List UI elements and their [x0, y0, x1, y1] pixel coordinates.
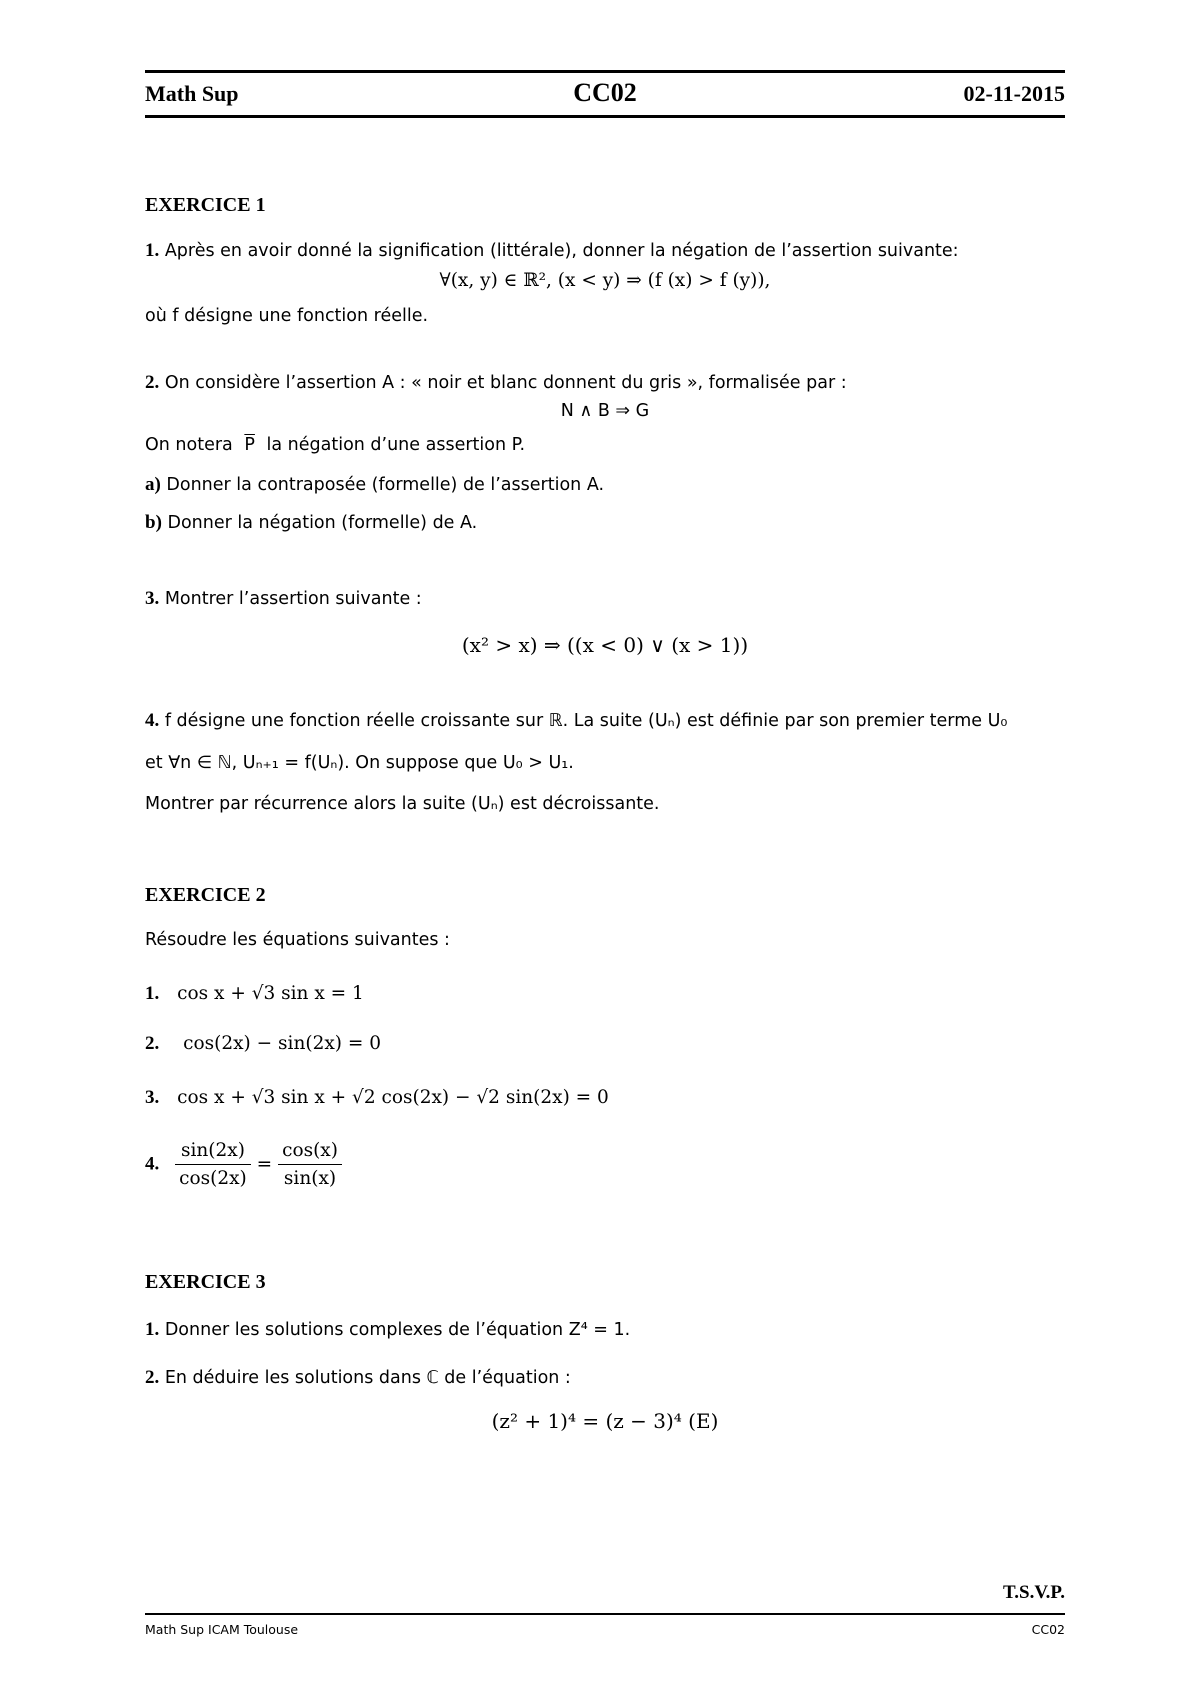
ex3-q1 [145, 1319, 630, 1341]
ex2-item-3 [145, 1087, 609, 1109]
ex2-item-1-equation: cos x + √3 sin x = 1 [177, 983, 364, 1004]
exercise-1-title: EXERCICE 1 [145, 194, 266, 216]
ex2-item-3-equation: cos x + √3 sin x + √2 cos(2x) − √2 sin(2x) = 0 [177, 1087, 609, 1108]
ex2-item-4 [145, 1140, 342, 1189]
ex1-q2-b-label: b) [145, 512, 162, 533]
footer-rule [145, 1613, 1065, 1615]
ex1-q4-line1 [145, 710, 1007, 732]
ex1-q3-number: 3. [145, 588, 160, 609]
ex1-q1-after: où f désigne une fonction réelle. [145, 306, 429, 326]
ex3-q1-number: 1. [145, 1319, 160, 1340]
ex3-q1-text: Donner les solutions complexes de l’équation Z⁴ = 1. [164, 1320, 631, 1340]
footer-left: Math Sup ICAM Toulouse [145, 1622, 299, 1637]
ex3-q2-formula: (z² + 1)⁴ = (z − 3)⁴ (E) [491, 1409, 719, 1433]
ex2-intro: Résoudre les équations suivantes : [145, 930, 450, 950]
ex1-q2-formula: N ∧ B ⇒ G [560, 401, 650, 421]
ex1-q2-text: On considère l’assertion A : « noir et blanc donnent du gris », formalisée par : [164, 373, 847, 393]
ex1-q2-note [145, 435, 525, 455]
ex2-item-2-number: 2. [145, 1033, 160, 1054]
ex3-q2-number: 2. [145, 1367, 160, 1388]
ex2-item-3-number: 3. [145, 1087, 160, 1108]
ex3-q2-text: En déduire les solutions dans ℂ de l’équation : [164, 1368, 571, 1388]
header-title: CC02 [573, 78, 637, 107]
ex2-item-4-rhs-numerator: cos(x) [278, 1140, 342, 1165]
tsvp-label: T.S.V.P. [1003, 1582, 1065, 1603]
exercise-3-title: EXERCICE 3 [145, 1271, 266, 1293]
ex2-item-4-rhs-denominator: sin(x) [283, 1168, 337, 1189]
ex2-item-4-lhs-fraction [175, 1140, 251, 1189]
ex1-q3-formula: (x² > x) ⇒ ((x < 0) ∨ (x > 1)) [461, 633, 749, 657]
ex3-q2 [145, 1367, 571, 1389]
ex2-item-2-equation: cos(2x) − sin(2x) = 0 [183, 1033, 382, 1054]
footer-right: CC02 [1031, 1622, 1065, 1637]
ex1-q3 [145, 588, 422, 610]
ex1-q2-a-label: a) [145, 474, 161, 495]
ex1-q2-note-after: la négation d’une assertion P. [266, 435, 526, 455]
ex1-q1 [145, 240, 959, 262]
header-left: Math Sup [145, 81, 239, 106]
ex2-item-2 [145, 1033, 381, 1055]
ex1-q2-a [145, 474, 604, 496]
ex2-item-4-lhs-denominator: cos(2x) [179, 1168, 247, 1189]
ex2-item-4-rhs-fraction [278, 1140, 342, 1189]
ex1-q2-b-text: Donner la négation (formelle) de A. [167, 513, 478, 533]
header-date: 02-11-2015 [963, 81, 1065, 106]
ex1-q4-line3: Montrer par récurrence alors la suite (Uₙ) est décroissante. [145, 794, 660, 814]
ex2-item-1 [145, 983, 364, 1005]
ex1-q2-a-text: Donner la contraposée (formelle) de l’assertion A. [166, 475, 605, 495]
ex1-q2-number: 2. [145, 372, 160, 393]
ex2-item-1-number: 1. [145, 983, 160, 1004]
ex1-q2-note-symbol: $\overline{P}$ [244, 435, 255, 455]
ex1-q4-number: 4. [145, 710, 160, 731]
header-bottom-rule [145, 115, 1065, 118]
ex1-q2-b [145, 512, 477, 534]
ex1-q3-text: Montrer l’assertion suivante : [164, 589, 422, 609]
ex2-item-4-number: 4. [145, 1153, 160, 1175]
ex1-q1-text: Après en avoir donné la signification (littérale), donner la négation de l’assertion suivante: [164, 241, 959, 261]
ex1-q2-note-before: On notera [145, 435, 233, 455]
exercise-2-title: EXERCICE 2 [145, 884, 266, 906]
ex1-q4-line2: et ∀n ∈ ℕ, Uₙ₊₁ = f(Uₙ). On suppose que U₀ > U₁. [145, 753, 574, 773]
ex1-q1-formula: ∀(x, y) ∈ ℝ², (x < y) ⇒ (f (x) > f (y)), [439, 270, 771, 291]
ex1-q4-line1-text: f désigne une fonction réelle croissante sur ℝ. La suite (Uₙ) est définie par son premier terme U₀ [164, 711, 1008, 731]
ex2-item-4-lhs-numerator: sin(2x) [175, 1140, 251, 1165]
ex2-item-4-equals: = [256, 1154, 273, 1175]
ex1-q2 [145, 372, 847, 394]
header-top-rule [145, 70, 1065, 73]
ex1-q1-number: 1. [145, 240, 160, 261]
